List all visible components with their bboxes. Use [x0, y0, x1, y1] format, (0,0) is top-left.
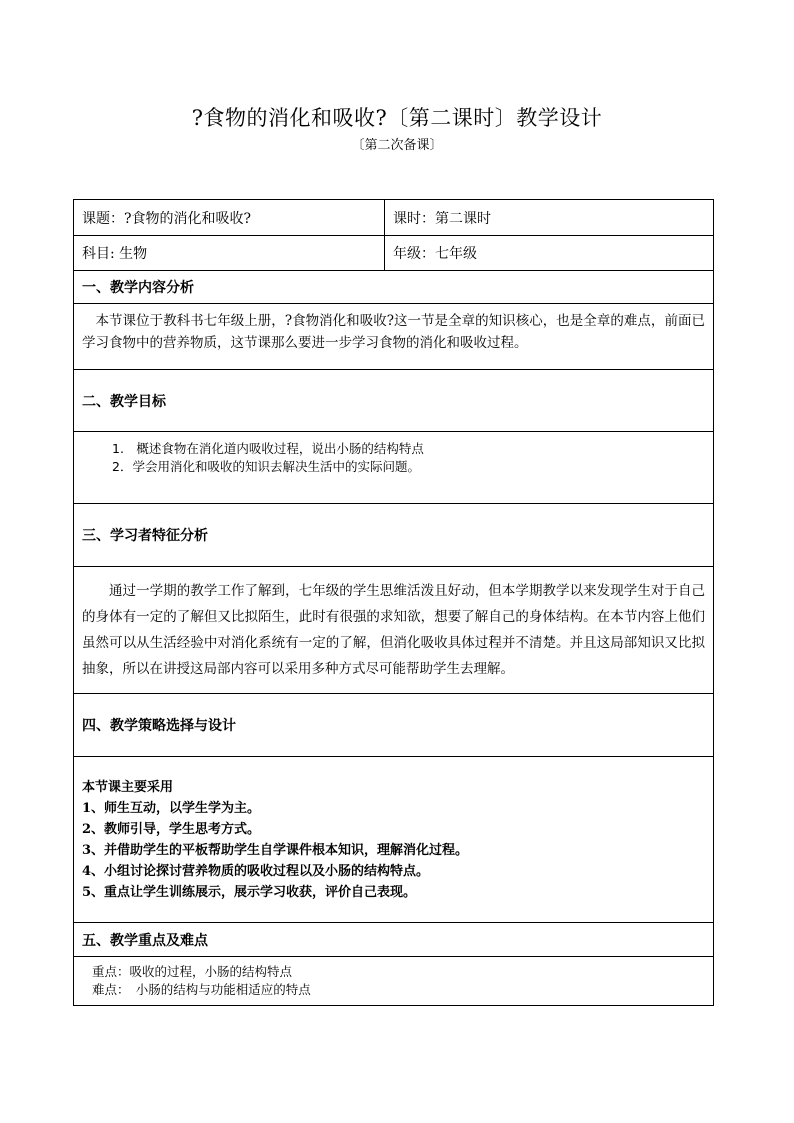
topic-row [74, 200, 714, 236]
difficulty-text: 难点： 小肠的结构与功能相适应的特点 [92, 982, 311, 997]
strategy-item-5: 5、重点让学生训练展示，展示学习收获，评价自己表现。 [82, 885, 417, 900]
strategy-item-3: 3、并借助学生的平板帮助学生自学课件根本知识，理解消化过程。 [82, 843, 469, 858]
key-points-body-row [74, 957, 714, 1006]
objectives-heading: 二、教学目标 [74, 370, 714, 432]
strategy-item-1: 1、师生互动，以学生学为主。 [82, 801, 261, 816]
objectives-body-row [74, 432, 714, 504]
grade-cell: 年级：七年级 [385, 236, 714, 271]
objective-item-1: 1. 概述食物在消化道内吸收过程，说出小肠的结构特点 [112, 441, 424, 456]
content-analysis-heading: 一、教学内容分析 [74, 271, 714, 304]
objective-item-2: 2．学会用消化和吸收的知识去解决生活中的实际问题。 [112, 459, 420, 474]
strategy-item-2: 2、教师引导，学生思考方式。 [82, 822, 261, 837]
topic-cell: 课题：?食物的消化和吸收? [74, 200, 385, 236]
learners-body-row [74, 567, 714, 694]
strategy-heading: 四、教学策略选择与设计 [74, 694, 714, 757]
content-analysis-heading-row [74, 271, 714, 304]
key-point-text: 重点：吸收的过程，小肠的结构特点 [92, 964, 293, 979]
learners-text: 通过一学期的教学工作了解到，七年级的学生思维活泼且好动，但本学期教学以来发现学生对于自己的身体有一定的了解但又比拟陌生，此时有很强的求知欲，想要了解自己的身体结构。在本节内容上他们虽然可以从生活经验中对消化系统有一定的了解，但消化吸收具体过程并不清楚。并且这局部知识又比拟抽象，所以在讲授这局部内容可以采用多种方式尽可能帮助学生去理解。 [82, 583, 705, 677]
learners-heading-row [74, 504, 714, 567]
strategy-heading-row [74, 694, 714, 757]
strategy-item-4: 4、小组讨论探讨营养物质的吸收过程以及小肠的结构特点。 [82, 864, 430, 879]
document-subtitle: 〔第二次备课〕 [351, 138, 443, 153]
objectives-heading-row [74, 370, 714, 432]
period-cell: 课时：第二课时 [385, 200, 714, 236]
strategy-body-row [74, 757, 714, 923]
learners-heading: 三、学习者特征分析 [74, 504, 714, 567]
strategy-intro: 本节课主要采用 [82, 780, 174, 795]
subject-row [74, 236, 714, 271]
subject-cell: 科目: 生物 [74, 236, 385, 271]
key-points-heading-row [74, 923, 714, 957]
lesson-plan-table [73, 199, 714, 1006]
content-analysis-body-row [74, 304, 714, 370]
document-title: ?食物的消化和吸收?〔第二课时〕教学设计 [191, 106, 603, 130]
content-analysis-text: 本节课位于教科书七年级上册，?食物消化和吸收?这一节是全章的知识核心，也是全章的难点，前面已学习食物中的营养物质，这节课那么要进一步学习食物的消化和吸收过程。 [82, 313, 705, 351]
key-points-heading: 五、教学重点及难点 [74, 923, 714, 957]
